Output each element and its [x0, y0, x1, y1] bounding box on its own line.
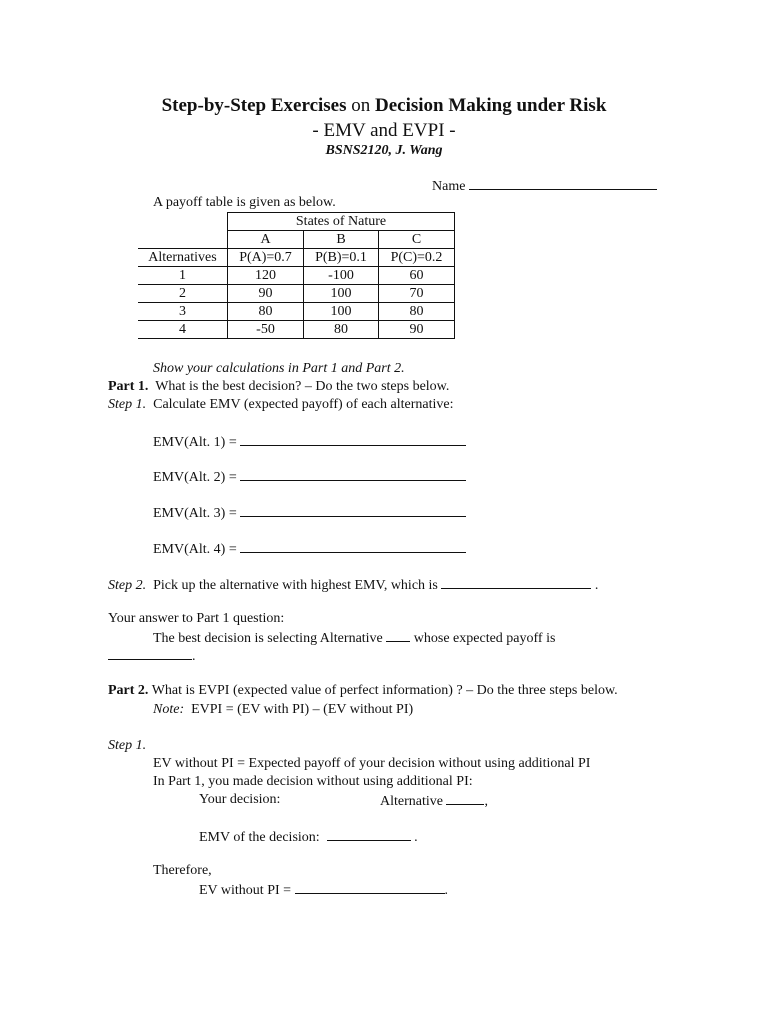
emv-line: EMV(Alt. 4) =	[153, 540, 466, 558]
part2-note: Note: EVPI = (EV with PI) – (EV without PI)	[153, 702, 414, 717]
part2-line2: In Part 1, you made decision without using additional PI:	[153, 774, 473, 789]
emv-alt3-field[interactable]	[240, 504, 466, 517]
payoff-cell: 100	[304, 285, 379, 303]
answer-line: The best decision is selecting Alternative whose expected payoff is	[153, 631, 556, 646]
best-alternative-field[interactable]	[386, 629, 410, 642]
payoff-cell: 60	[379, 267, 455, 285]
emv-line: EMV(Alt. 1) =	[153, 433, 466, 451]
course-author: BSNS2120, J. Wang	[325, 143, 443, 158]
payoff-cell: -50	[228, 321, 304, 339]
ev-without-field[interactable]	[295, 881, 445, 894]
states-header: States of Nature	[228, 213, 455, 231]
state-header: B	[304, 231, 379, 249]
probability-cell: P(A)=0.7	[228, 249, 304, 267]
table-row	[138, 321, 455, 339]
highest-emv-field[interactable]	[441, 576, 591, 589]
part2-heading: Part 2. What is EVPI (expected value of perfect information) ? – Do the three steps below.	[108, 683, 618, 698]
payoff-cell: 80	[228, 303, 304, 321]
therefore-label: Therefore,	[153, 863, 212, 878]
payoff-cell: 80	[304, 321, 379, 339]
part2-line1: EV without PI = Expected payoff of your decision without using additional PI	[153, 756, 591, 771]
part1-step2: Step 2. Pick up the alternative with highest EMV, which is .	[108, 578, 599, 593]
part1-step1: Step 1. Calculate EMV (expected payoff) of each alternative:	[108, 397, 454, 412]
payoff-cell: 90	[228, 285, 304, 303]
emv-decision-field[interactable]	[327, 828, 411, 841]
name-label: Name	[432, 179, 466, 194]
part1-heading: Part 1. What is the best decision? – Do the two steps below.	[108, 379, 450, 394]
part2-step1-label: Step 1.	[108, 738, 147, 753]
alt-cell: 2	[138, 285, 228, 303]
name-row	[432, 177, 657, 195]
state-header: C	[379, 231, 455, 249]
instructions: Show your calculations in Part 1 and Part 2.	[153, 361, 405, 376]
emv-alt2-field[interactable]	[240, 468, 466, 481]
payoff-cell: 100	[304, 303, 379, 321]
payoff-table	[138, 212, 455, 339]
page-subtitle: - EMV and EVPI -	[312, 120, 456, 141]
emv-decision-row: EMV of the decision: .	[199, 830, 418, 845]
alt-cell: 4	[138, 321, 228, 339]
your-decision-field[interactable]	[446, 792, 484, 805]
answer-payoff-line: .	[108, 647, 196, 665]
name-field[interactable]	[469, 177, 657, 190]
your-decision-row: Alternative ,	[380, 794, 488, 809]
emv-alt4-field[interactable]	[240, 540, 466, 553]
best-payoff-field[interactable]	[108, 647, 192, 660]
ev-without-row: EV without PI = .	[199, 883, 449, 898]
payoff-cell: 80	[379, 303, 455, 321]
state-header: A	[228, 231, 304, 249]
probability-cell: P(C)=0.2	[379, 249, 455, 267]
payoff-cell: 120	[228, 267, 304, 285]
probability-cell: P(B)=0.1	[304, 249, 379, 267]
emv-line: EMV(Alt. 3) =	[153, 504, 466, 522]
page-title: Step-by-Step Exercises on Decision Making under Risk	[161, 95, 607, 116]
intro-text: A payoff table is given as below.	[153, 195, 336, 210]
payoff-cell: 70	[379, 285, 455, 303]
emv-alt1-field[interactable]	[240, 433, 466, 446]
table-row	[138, 303, 455, 321]
payoff-cell: 90	[379, 321, 455, 339]
alt-cell: 1	[138, 267, 228, 285]
table-row	[138, 267, 455, 285]
table-row	[138, 285, 455, 303]
your-decision-label: Your decision:	[199, 792, 281, 807]
answer-label: Your answer to Part 1 question:	[108, 611, 285, 626]
alternatives-header: Alternatives	[138, 249, 228, 267]
payoff-cell: -100	[304, 267, 379, 285]
alt-cell: 3	[138, 303, 228, 321]
emv-line: EMV(Alt. 2) =	[153, 468, 466, 486]
